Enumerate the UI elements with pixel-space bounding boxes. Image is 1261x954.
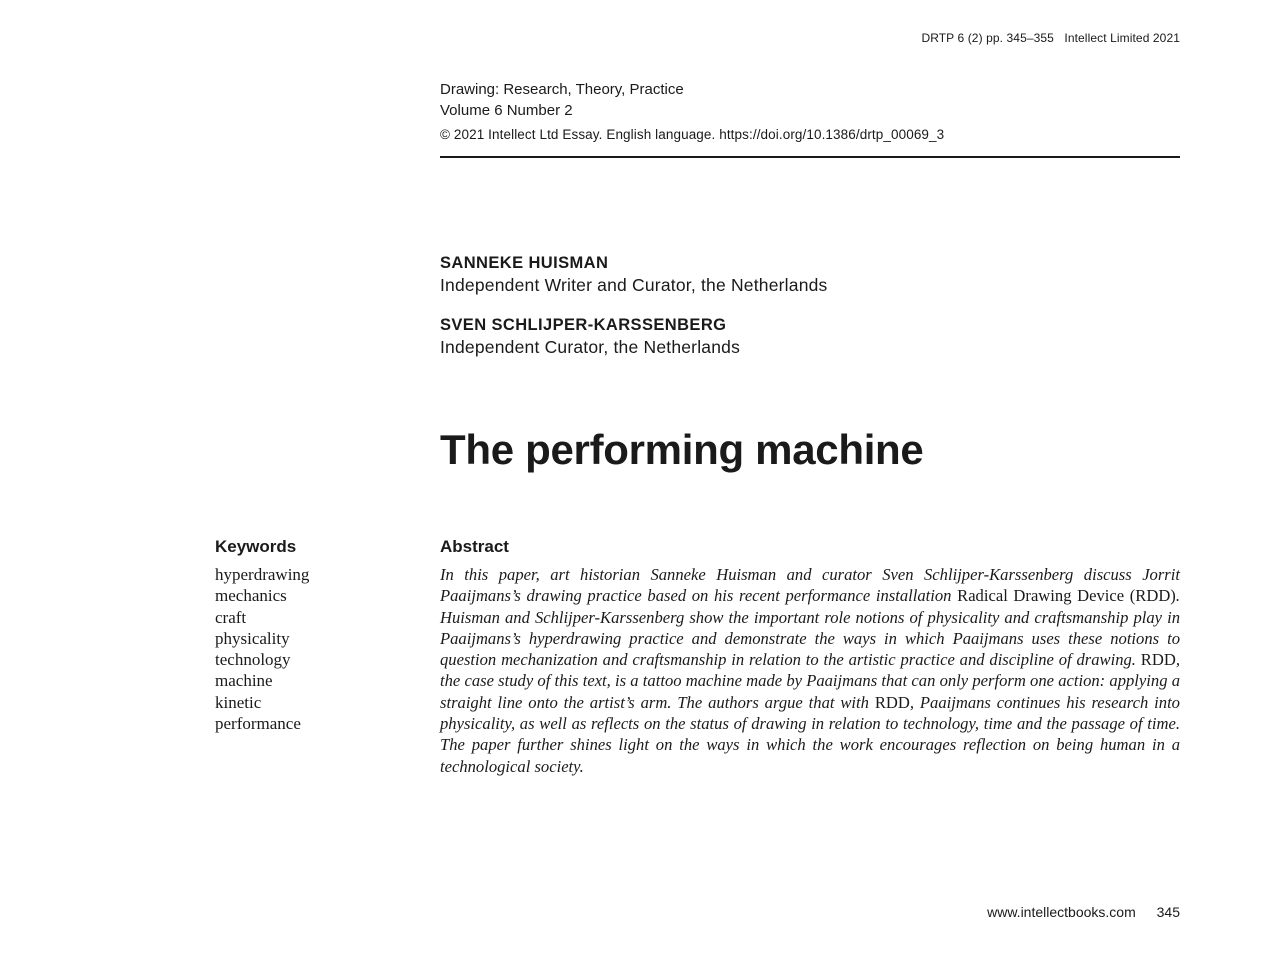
keyword-list: [215, 564, 415, 734]
abstract-italic-text: In this paper, art historian Sanneke Huisman and curator Sven Schlijper-Karssenberg discuss Jorrit Paaijmans’s drawing practice based on his recent performance installation: [440, 565, 1180, 606]
header-rule: [440, 156, 1180, 158]
author-affiliation: Independent Curator, the Netherlands: [440, 337, 741, 357]
abstract-italic-text: . Huisman and Schlijper-Karssenberg show the important role notions of physicality and craftsmanship play in Paaijmans’s hyperdrawing practice and demonstrate the ways in which Paaijmans uses these notions to question mechanization and craftsmanship in relation to the artistic practice and discipline of drawing.: [440, 586, 1180, 670]
keyword-item: machine: [215, 671, 273, 691]
keyword-item: mechanics: [215, 586, 287, 606]
running-head: [921, 31, 1180, 45]
page-footer: [987, 904, 1180, 920]
abstract-italic-text: , the case study of this text, is a tattoo machine made by Paaijmans that can only perform one action: applying a straight line onto the artist’s arm. The authors argue that with: [440, 650, 1180, 712]
author-affiliation: Independent Writer and Curator, the Netherlands: [440, 275, 828, 295]
citation: DRTP 6 (2) pp. 345–355: [921, 31, 1054, 45]
author-name: SANNEKE HUISMAN: [440, 254, 609, 272]
keyword-item: hyperdrawing: [215, 565, 310, 584]
journal-volume: Volume 6 Number 2: [440, 102, 573, 119]
abstract-italic-text: , Paaijmans continues his research into physicality, as well as reflects on the status of drawing in relation to technology, time and the passage of time. The paper further shines light on the ways in which the work encourages reflection on being human in a technological society.: [440, 692, 1180, 776]
author-block: [440, 252, 828, 296]
abstract-roman-text: Radical Drawing Device (RDD): [957, 586, 1176, 606]
author-block: [440, 314, 740, 358]
journal-info: [440, 79, 1180, 145]
article-title: The performing machine: [440, 426, 924, 473]
keywords-heading: Keywords: [215, 537, 297, 556]
keyword-item: craft: [215, 607, 247, 627]
abstract-roman-text: RDD: [1140, 650, 1176, 670]
abstract-section: [440, 536, 1180, 777]
journal-title: Drawing: Research, Theory, Practice: [440, 81, 684, 98]
keywords-section: [215, 536, 415, 734]
keyword-item: technology: [215, 650, 291, 670]
keyword-item: performance: [215, 714, 301, 734]
author-name: SVEN SCHLIJPER-KARSSENBERG: [440, 316, 727, 334]
abstract-text: [440, 564, 1180, 777]
keyword-item: physicality: [215, 628, 290, 648]
copyright-doi-line: © 2021 Intellect Ltd Essay. English language. https://doi.org/10.1386/drtp_00069_3: [440, 127, 945, 142]
publisher-copyright: Intellect Limited 2021: [1064, 31, 1180, 45]
abstract-heading: Abstract: [440, 537, 509, 556]
abstract-roman-text: RDD: [874, 692, 910, 712]
publisher-website: www.intellectbooks.com: [987, 904, 1136, 920]
keyword-item: kinetic: [215, 692, 262, 712]
page-number: 345: [1156, 904, 1180, 920]
